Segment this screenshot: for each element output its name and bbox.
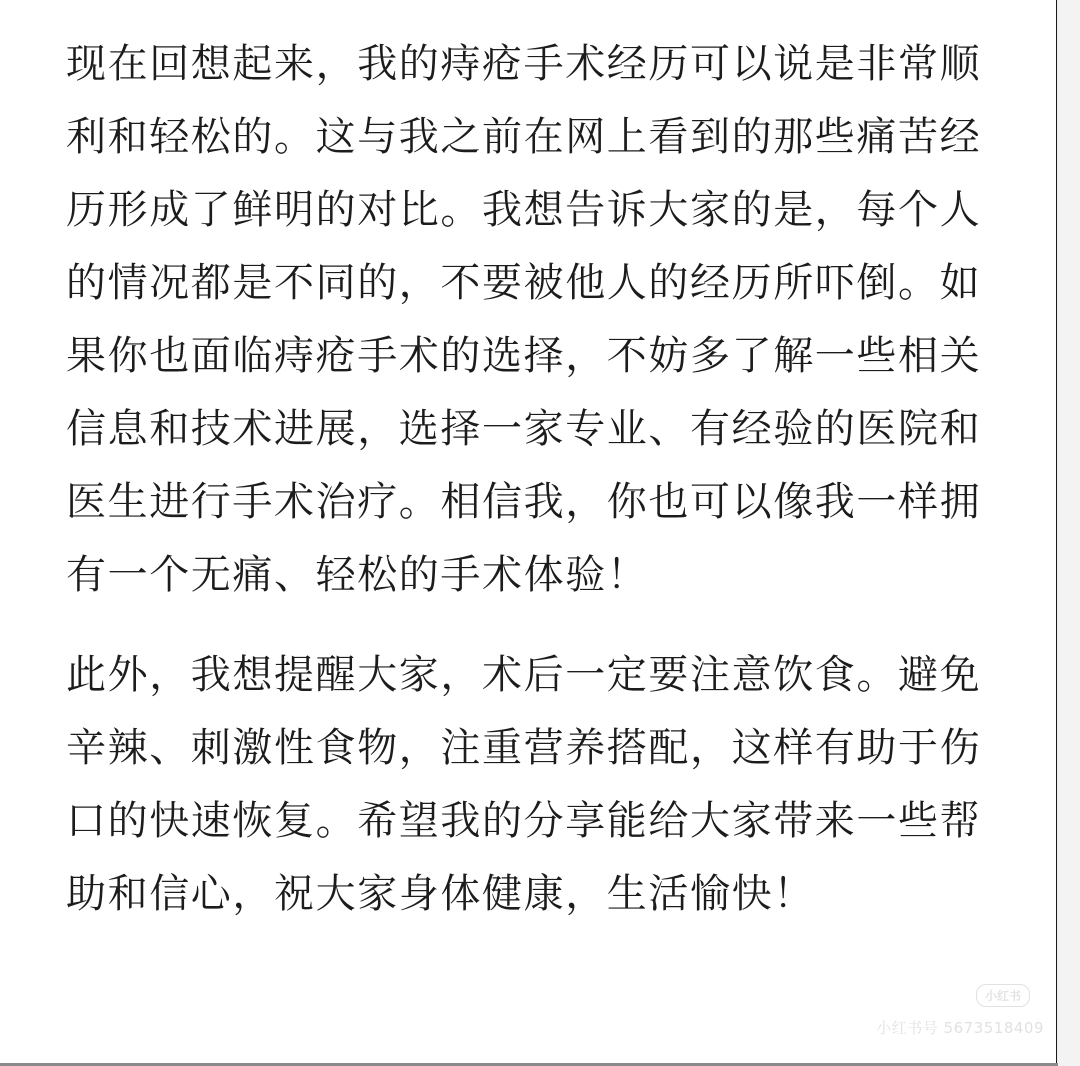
text-line: 口的快速恢复。希望我的分享能给大家带来一些帮 — [66, 798, 982, 844]
watermark — [876, 984, 1044, 1038]
text-line: 有一个无痛、轻松的手术体验！ — [66, 552, 649, 598]
text-line: 的情况都是不同的，不要被他人的经历所吓倒。如 — [66, 260, 982, 306]
text-line: 现在回想起来，我的痔疮手术经历可以说是非常顺 — [66, 41, 982, 87]
watermark-id: 小红书号 5673518409 — [876, 1019, 1044, 1037]
text-line: 果你也面临痔疮手术的选择，不妨多了解一些相关 — [66, 333, 982, 379]
paragraph-2 — [66, 639, 1006, 931]
text-line: 历形成了鲜明的对比。我想告诉大家的是，每个人 — [66, 187, 982, 233]
text-line: 医生进行手术治疗。相信我，你也可以像我一样拥 — [66, 479, 982, 525]
text-line: 此外，我想提醒大家，术后一定要注意饮食。避免 — [66, 652, 982, 698]
text-line: 辛辣、刺激性食物，注重营养搭配，这样有助于伤 — [66, 725, 982, 771]
watermark-logo: 小红书 — [976, 984, 1030, 1007]
text-line: 利和轻松的。这与我之前在网上看到的那些痛苦经 — [66, 114, 982, 160]
paragraph-1 — [66, 28, 1006, 612]
scrollbar-track[interactable] — [1057, 0, 1080, 1066]
text-line: 助和信心，祝大家身体健康，生活愉快！ — [66, 871, 815, 917]
article-body — [66, 28, 1006, 931]
text-line: 信息和技术进展，选择一家专业、有经验的医院和 — [66, 406, 982, 452]
